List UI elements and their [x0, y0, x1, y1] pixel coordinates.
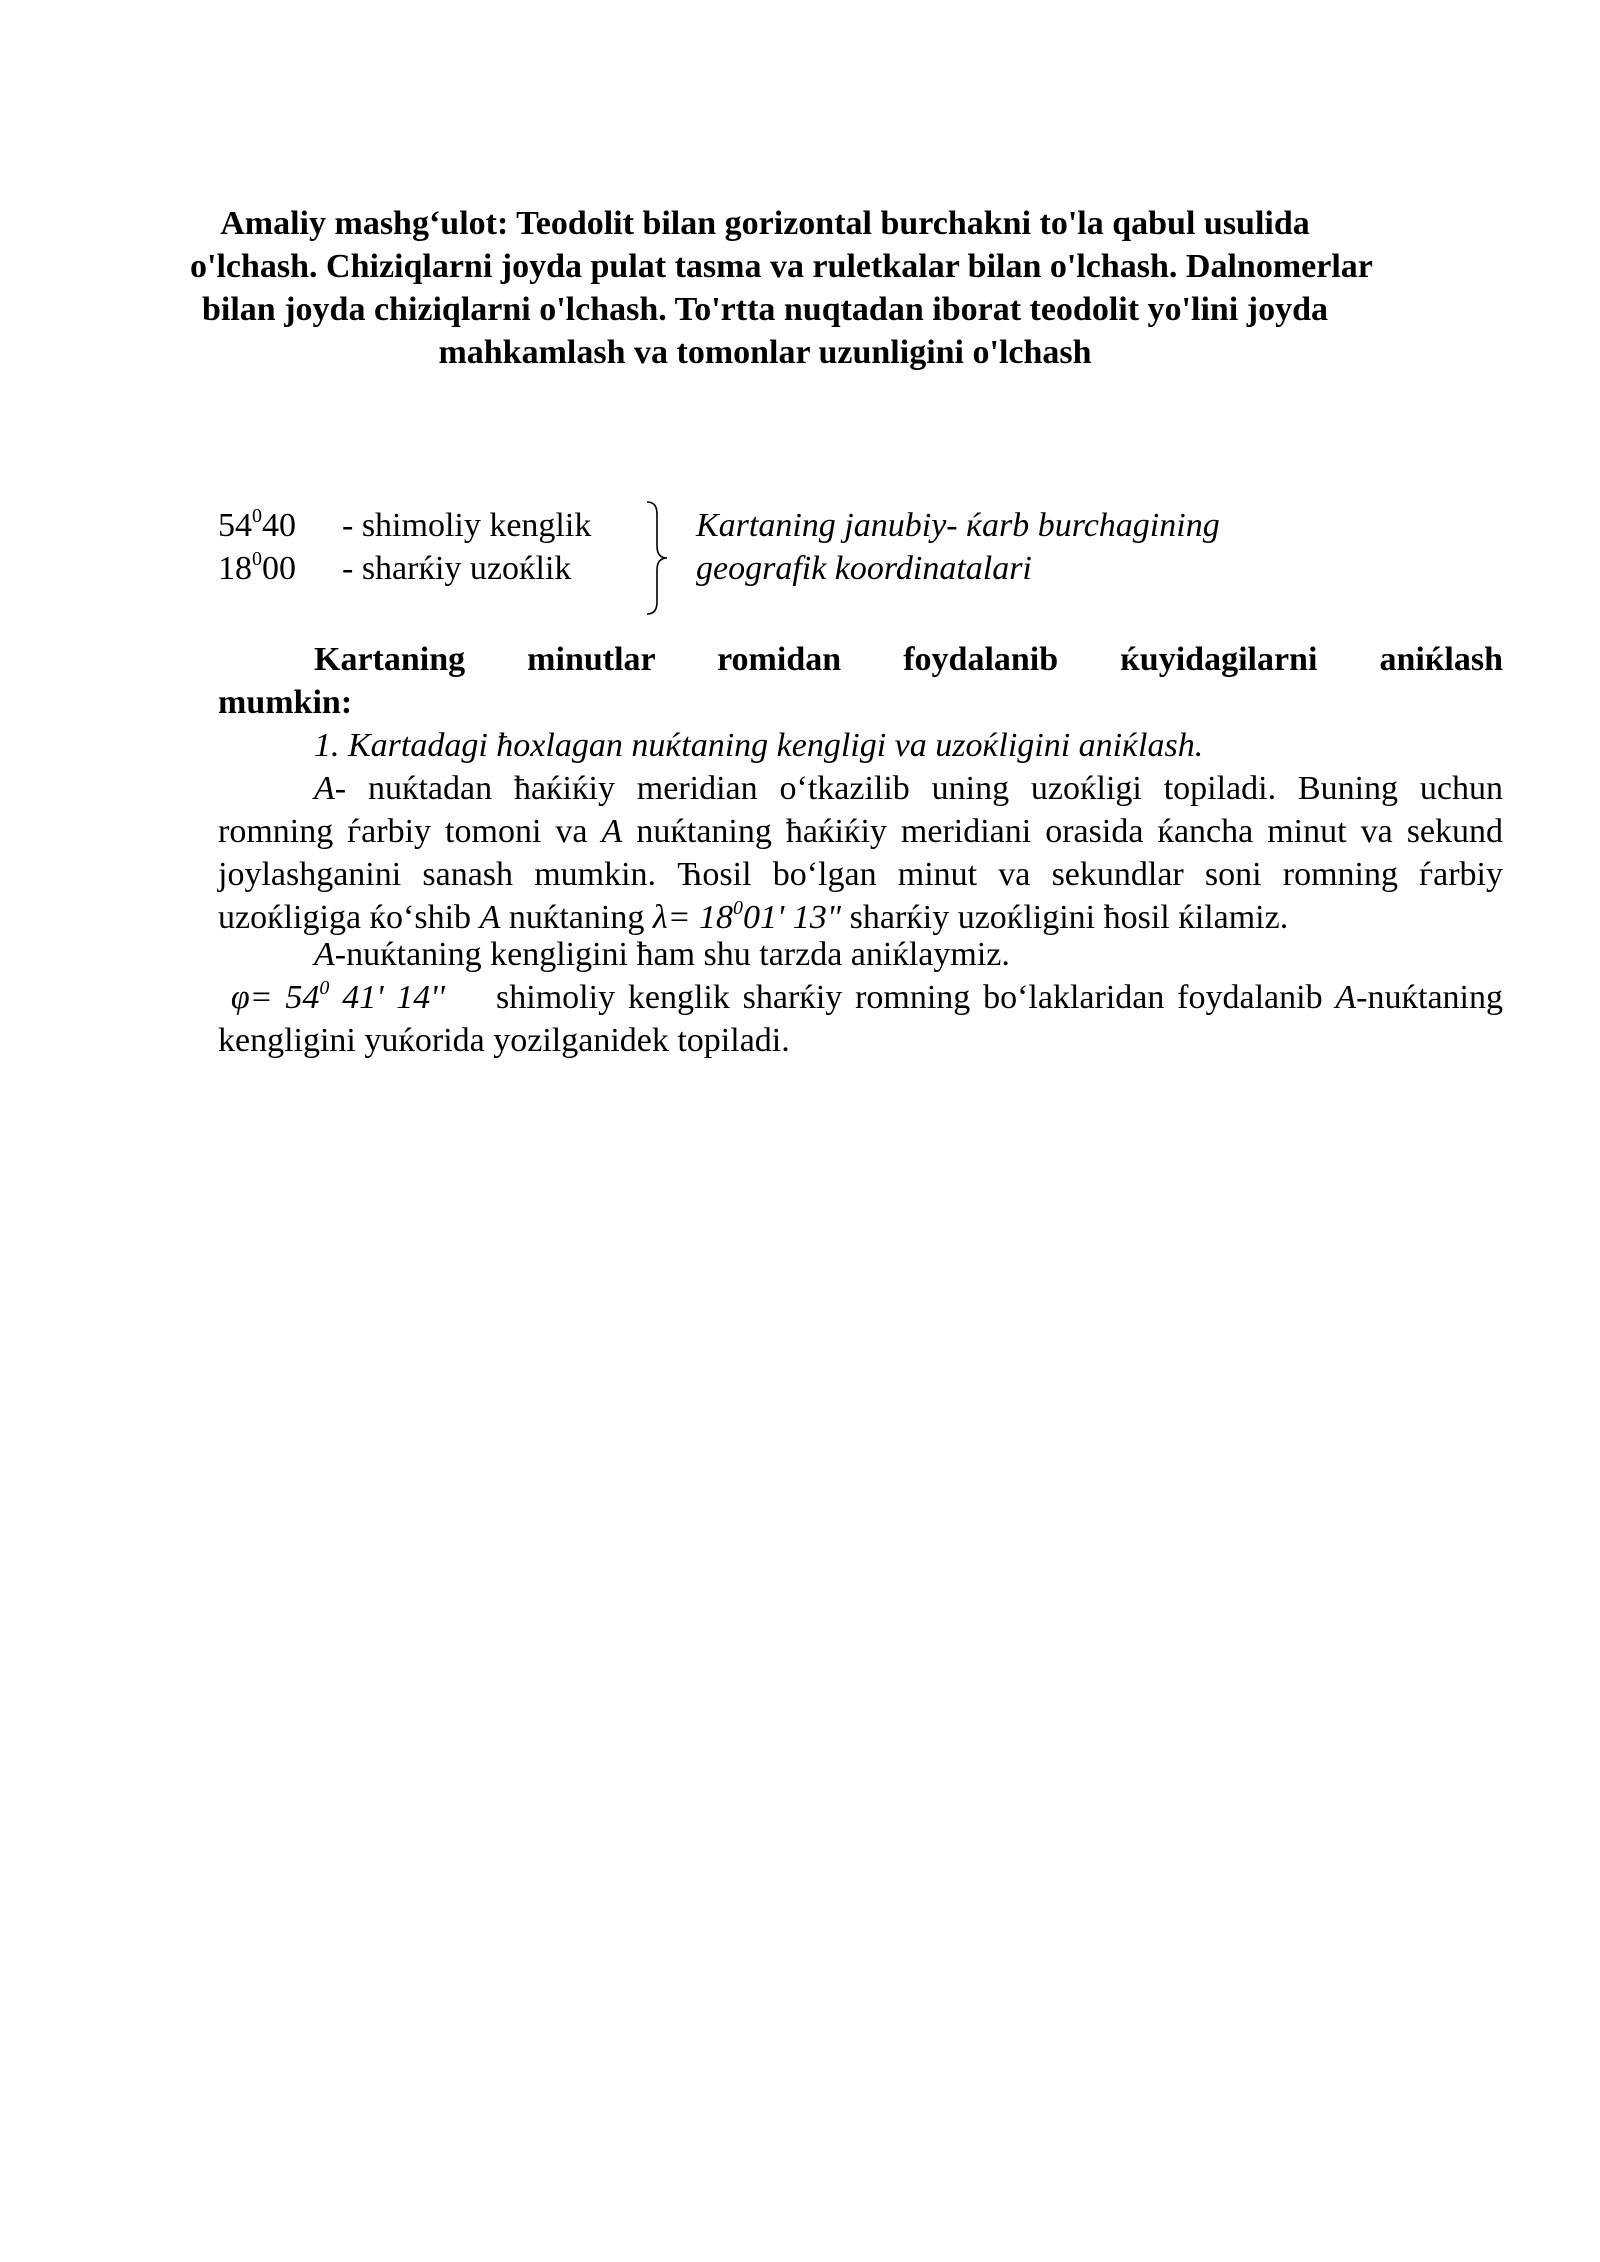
section-heading: Kartaning minutlar romidan foydalanib ќuyidagilarni aniќlash mumkin:: [218, 641, 1503, 721]
coordinate-label: - sharќiy uzoќlik: [342, 550, 572, 587]
coordinate-value: $54^040$: [218, 505, 296, 544]
title-line: o'lchash. Chiziqlarni joyda pulat tasma va ruletkalar bilan o'lchash. Dalnomerlar: [190, 248, 1373, 285]
coordinate-label: - shimoliy kenglik: [342, 507, 592, 544]
title-line: Amaliy mashg‘ulot: Teodolit bilan gorizontal burchakni to'la qabul usulida: [220, 205, 1310, 242]
list-item: 1. Kartadagi ħoxlagan nuќtaning kengligi va uzoќligini aniќlash.: [314, 727, 1204, 764]
coordinate-value: $18^000$: [218, 548, 296, 587]
description-line: Kartaning janubiy- ќarb burchagining: [696, 507, 1220, 544]
page-title: [190, 202, 1373, 374]
description-line: geografik koordinatalari: [696, 550, 1032, 587]
title-line: mahkamlash va tomonlar uzunligini o'lchash: [438, 334, 1092, 371]
title-line: bilan joyda chiziqlarni o'lchash. To'rtta nuqtadan iborat teodolit yo'lini joyda: [202, 291, 1328, 328]
paragraph: A- nuќtadan ħaќiќiy meridian o‘tkazilib uning uzoќligi topiladi. Buning uchun romning ѓarbiy tomoni va A nuќtaning ħaќiќiy meridiani orasida ќancha minut va sekund joylashganini sanash mumkin. Ћosil bo‘lgan minut va sekundlar soni romning ѓarbiy uzoќligiga ќo‘shib A nuќtaning $\lambda= 18^001'$ 13" sharќiy uzoќligini ħosil ќilamiz.: [218, 770, 1504, 936]
document-body: [218, 638, 1503, 1062]
paragraph: $\varphi= 54^0$ 41' 14'' shimoliy kenglik sharќiy romning bo‘laklaridan foydalanib A-nuќtaning kengligini yuќorida yozilganidek topiladi.: [218, 977, 1503, 1059]
coordinates-description: [696, 504, 1220, 590]
curly-brace-icon: [645, 500, 669, 616]
paragraph: A-nuќtaning kengligini ħam shu tarzda aniќlaymiz.: [314, 936, 1010, 973]
